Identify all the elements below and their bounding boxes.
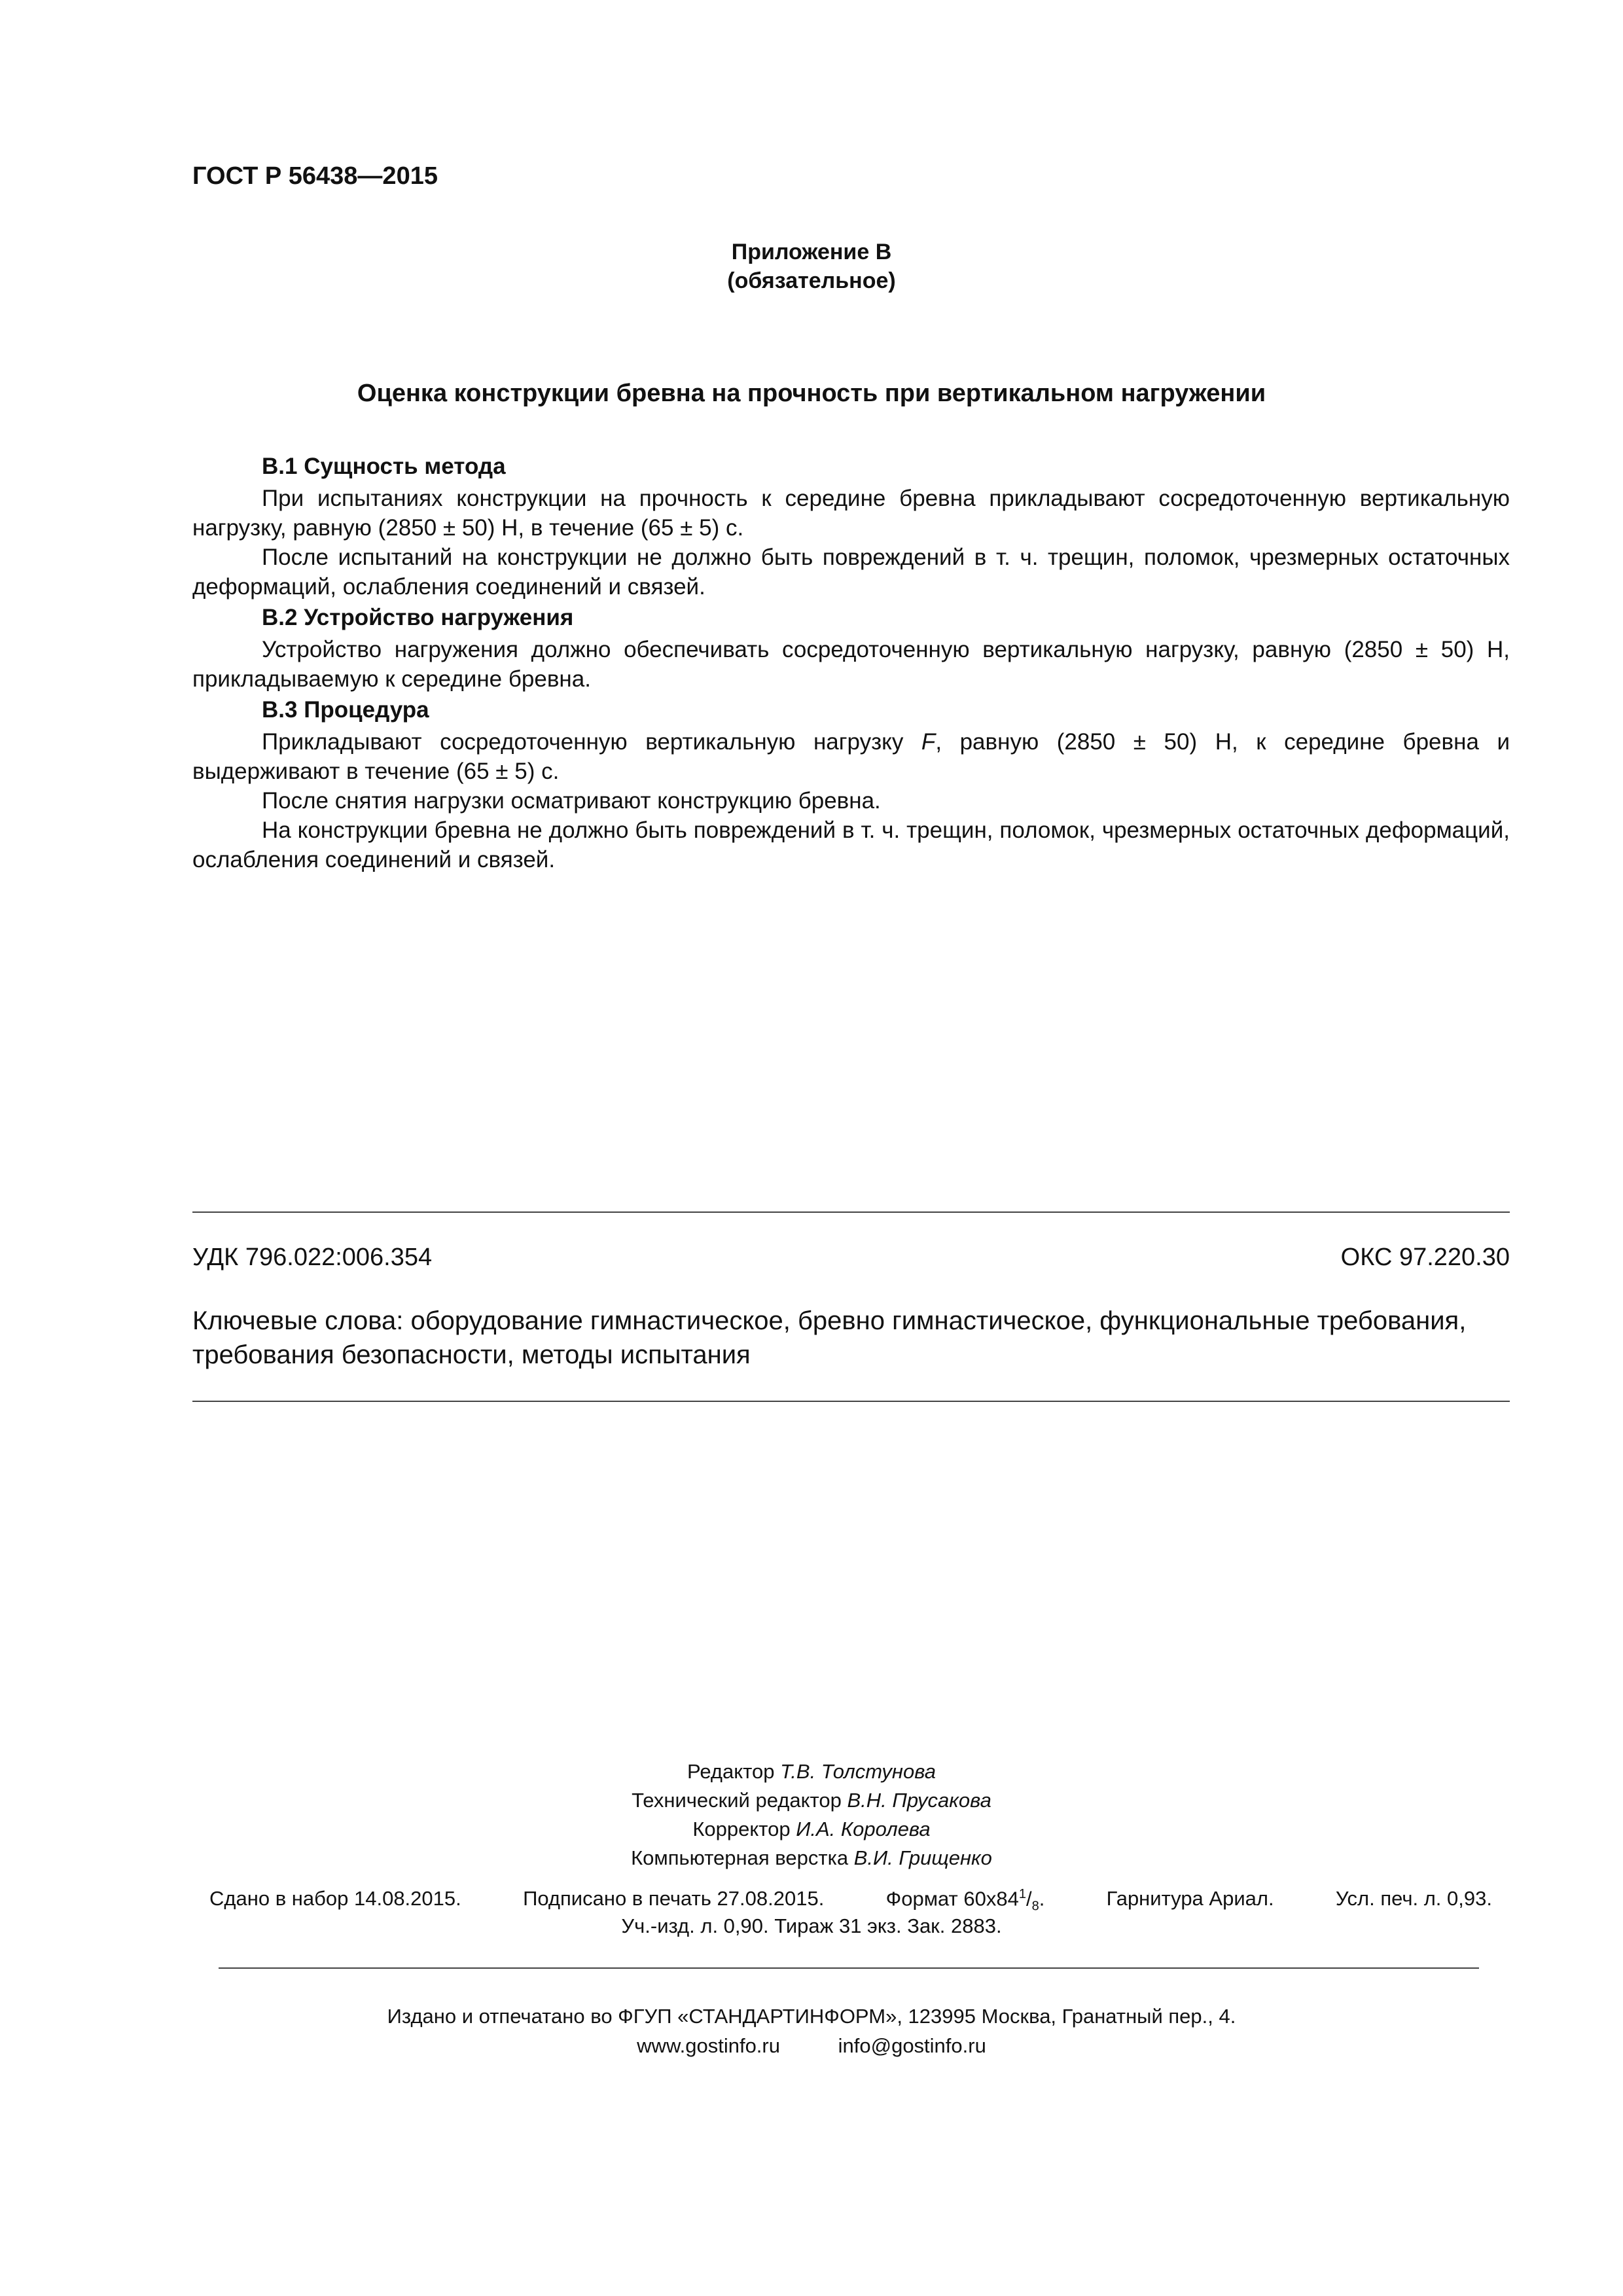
credit-name: Т.В. Толстунова	[780, 1760, 936, 1783]
credit-editor	[0, 1757, 1623, 1786]
section-heading-b1: В.1 Сущность метода	[262, 454, 506, 479]
credit-role: Компьютерная верстка	[631, 1846, 854, 1869]
credit-layout	[0, 1844, 1623, 1873]
print-sent: Сдано в набор 14.08.2015.	[209, 1887, 461, 1910]
appendix-body	[192, 450, 1510, 874]
paragraph	[192, 727, 1510, 786]
print-format: Формат $60x84^1/_8$.	[885, 1887, 1045, 1914]
publisher-website-link[interactable]: www.gostinfo.ru	[637, 2034, 780, 2057]
publisher-email-link[interactable]: info@gostinfo.ru	[838, 2034, 986, 2057]
force-symbol: F	[921, 729, 936, 755]
credit-role: Технический редактор	[632, 1789, 847, 1812]
credit-role: Редактор	[687, 1760, 781, 1783]
appendix-label: Приложение В	[731, 240, 892, 264]
divider-print	[219, 1967, 1479, 1969]
paragraph: При испытаниях конструкции на прочность к середине бревна прикладывают сосредоточенную вертикальную нагрузку, равную (2850 ± 50) Н, в течение (65 ± 5) с.	[192, 486, 1510, 541]
print-format-denominator: 8	[1031, 1899, 1039, 1914]
print-sheets: Усл. печ. л. 0,93.	[1335, 1887, 1492, 1910]
appendix-title: Оценка конструкции бревна на прочность при вертикальном нагружении	[357, 380, 1266, 407]
oks-code: ОКС 97.220.30	[1340, 1244, 1510, 1271]
print-format-text: Формат 60x84	[885, 1887, 1019, 1910]
paragraph-text: , равную (2850 ± 50) Н, к середине бревна и выдерживают в течение (65 ± 5) с.	[192, 729, 1510, 784]
print-info-line2: Уч.-изд. л. 0,90. Тираж 31 экз. Зак. 2883.	[621, 1914, 1002, 1937]
print-info	[209, 1887, 1492, 1914]
appendix-status: (обязательное)	[727, 268, 896, 293]
paragraph: После снятия нагрузки осматривают конструкцию бревна.	[262, 788, 881, 814]
paragraph: После испытаний на конструкции не должно быть повреждений в т. ч. трещин, поломок, чрезмерных остаточных деформаций, ослабления соединений и связей.	[192, 545, 1510, 600]
section-heading-b3: В.3 Процедура	[262, 697, 429, 723]
print-font: Гарнитура Ариал.	[1106, 1887, 1274, 1910]
divider-keywords	[192, 1401, 1510, 1402]
keywords: Ключевые слова: оборудование гимнастическое, бревно гимнастическое, функциональные требования, требования безопасности, методы испытания	[192, 1306, 1467, 1369]
credit-corrector	[0, 1815, 1623, 1844]
print-format-suffix: .	[1039, 1887, 1045, 1910]
print-signed: Подписано в печать 27.08.2015.	[523, 1887, 825, 1910]
paragraph-text: Прикладывают сосредоточенную вертикальную нагрузку	[262, 729, 921, 755]
publisher-line: Издано и отпечатано во ФГУП «СТАНДАРТИНФОРМ», 123995 Москва, Гранатный пер., 4.	[387, 2005, 1236, 2028]
credit-tech-editor	[0, 1786, 1623, 1815]
divider-top	[192, 1211, 1510, 1213]
print-format-numerator: 1	[1018, 1887, 1026, 1901]
credit-role: Корректор	[692, 1818, 796, 1840]
credit-name: В.И. Грищенко	[853, 1846, 992, 1869]
publisher-links	[0, 2031, 1623, 2060]
paragraph: На конструкции бревна не должно быть повреждений в т. ч. трещин, поломок, чрезмерных остаточных деформаций, ослабления соединений и связей.	[192, 817, 1510, 872]
paragraph: Устройство нагружения должно обеспечивать сосредоточенную вертикальную нагрузку, равную (2850 ± 50) Н, прикладываемую к середине бревна.	[192, 637, 1510, 692]
document-header: ГОСТ Р 56438—2015	[192, 162, 438, 190]
credit-name: И.А. Королева	[796, 1818, 931, 1840]
credit-name: В.Н. Прусакова	[847, 1789, 991, 1812]
section-heading-b2: В.2 Устройство нагружения	[262, 605, 574, 630]
udk-code: УДК 796.022:006.354	[192, 1244, 433, 1271]
credits	[0, 1757, 1623, 1873]
appendix-heading	[0, 238, 1623, 295]
publisher	[0, 2001, 1623, 2060]
